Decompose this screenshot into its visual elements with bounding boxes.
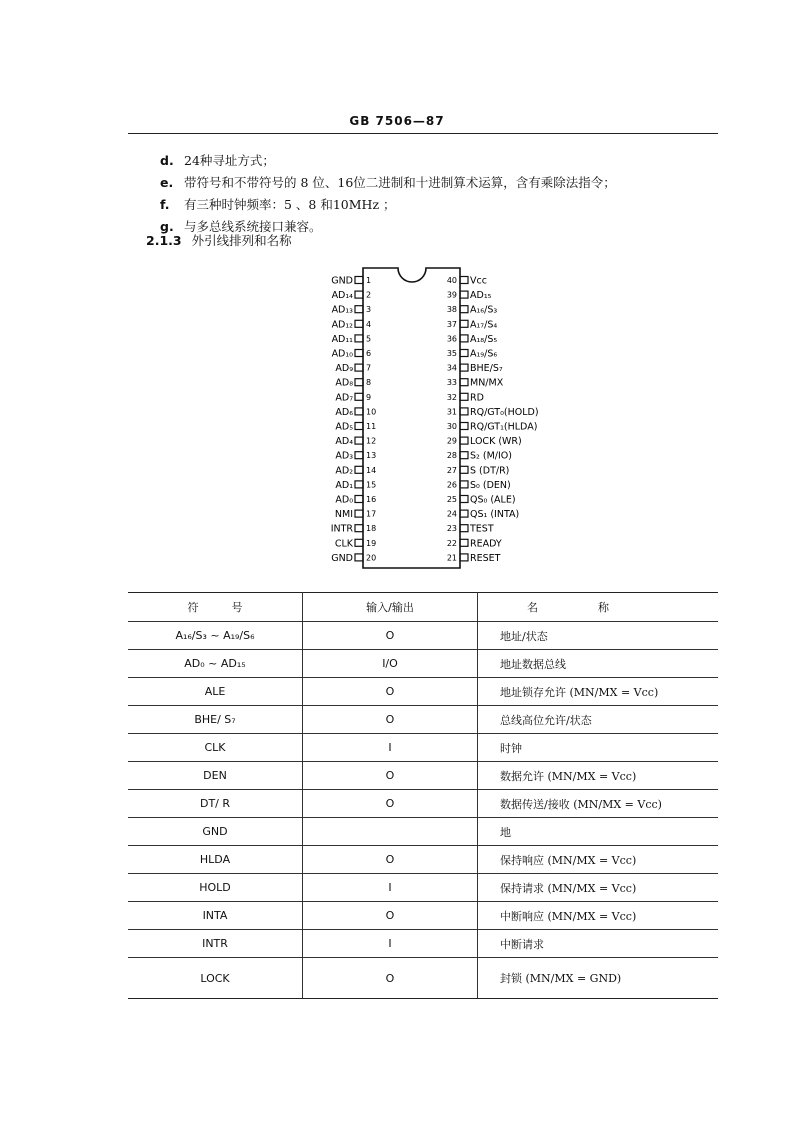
cell-io: I [303,930,478,958]
chip-outline [363,268,460,568]
pin-box [460,423,468,430]
list-marker: d. [160,153,174,168]
pin-label: BHE/S₇ [470,363,503,375]
pin-label: CLK [334,538,353,550]
pin-number: 21 [446,553,457,563]
pin-label: RQ/GT₀(HOLD) [470,406,539,418]
cell-symbol: BHE/ S₇ [128,706,303,734]
pin-label: AD₁ [335,479,353,491]
cell-io: O [303,902,478,930]
cell-io: O [303,846,478,874]
table-row [128,734,718,762]
header-io: 输入/输出 [303,593,478,622]
pin-number: 35 [446,349,457,358]
pin-number: 16 [366,495,377,504]
pin-label: AD₄ [335,436,353,448]
pin-number: 24 [446,509,457,519]
pin-box [460,364,468,371]
cell-io: O [303,706,478,734]
table-row [128,874,718,902]
pin-number: 38 [446,305,457,315]
pin-number: 25 [446,495,457,504]
header-symbol: 符 号 [128,593,303,622]
pin-label: AD₉ [335,363,353,375]
pin-number: 33 [446,378,457,388]
pin-label: QS₀ (ALE) [470,494,516,506]
pin-box [355,320,363,327]
pin-box [460,510,468,517]
table-row [128,818,718,846]
pin-box [460,466,468,473]
pin-number: 39 [446,290,457,300]
cell-symbol: GND [128,818,303,846]
table-row [128,622,718,650]
table-row [128,930,718,958]
pin-label: AD₆ [335,406,353,418]
cell-io: O [303,678,478,706]
pin-number: 2 [366,290,372,300]
pin-box [460,320,468,327]
pin-box [460,437,468,444]
cell-io: O [303,762,478,790]
header-name: 名称 [478,593,719,622]
pin-box [355,466,363,473]
pin-label: READY [470,538,502,550]
pin-label: LOCK (WR) [470,436,522,448]
cell-symbol: INTA [128,902,303,930]
pin-label: AD₁₄ [331,290,353,302]
pin-number: 14 [366,465,377,475]
standard-number: GB 7506—87 [349,114,445,128]
pin-number: 10 [366,407,377,417]
pin-box [460,379,468,386]
pin-label: RD [470,392,484,404]
pin-box [355,350,363,357]
cell-name: 时钟 [478,734,719,762]
cell-symbol: AD₀ ~ AD₁₅ [128,650,303,678]
pin-number: 27 [446,465,457,475]
pin-label: NMI [334,509,353,521]
pin-box [355,452,363,459]
pin-number: 18 [366,524,377,534]
list-text: 24种寻址方式； [184,153,275,168]
pin-label: TEST [470,523,494,535]
cell-symbol: HLDA [128,846,303,874]
list-item [160,150,616,172]
section-heading [146,231,292,249]
cell-name: 保持响应 (MN/MX = Vcc) [478,846,719,874]
table-row [128,958,718,999]
pin-box [460,481,468,488]
pin-box [460,554,468,561]
pin-number: 20 [366,553,377,563]
cell-name: 数据允许 (MN/MX = Vcc) [478,762,719,790]
cell-symbol: INTR [128,930,303,958]
pinout-diagram [300,262,580,574]
table-row [128,706,718,734]
pin-label: AD₁₂ [331,319,353,331]
cell-symbol: DT/ R [128,790,303,818]
header-rule [128,133,718,134]
list-marker: e. [160,175,174,190]
feature-list [160,150,616,238]
pin-number: 34 [446,363,457,373]
pin-number: 15 [366,480,377,490]
pin-label: S₂ (M/IO) [470,450,512,462]
pin-box [355,364,363,371]
pin-number: 19 [366,538,377,548]
pin-label: AD₈ [335,377,353,389]
pin-label: AD₅ [335,421,353,433]
cell-io: I/O [303,650,478,678]
pin-box [460,393,468,400]
cell-io: O [303,790,478,818]
pin-box [355,379,363,386]
pin-box [355,437,363,444]
section-title: 外引线排列和名称 [191,233,292,248]
pin-box [355,306,363,313]
table-row [128,902,718,930]
table-row [128,790,718,818]
section-number: 2.1.3 [146,233,182,248]
pin-box [355,496,363,503]
pin-label: A₁₆/S₃ [470,304,498,316]
pin-box [355,554,363,561]
list-text: 与多总线系统接口兼容。 [184,219,322,234]
pin-label: Vcc [470,275,487,287]
pin-number: 9 [366,392,372,402]
pin-box [355,510,363,517]
cell-io: I [303,874,478,902]
pin-number: 36 [446,334,457,344]
pin-label: RESET [470,552,501,564]
pin-number: 26 [446,480,457,490]
pin-label: INTR [330,523,353,535]
pin-box [355,291,363,298]
pin-number: 3 [366,305,372,315]
pin-number: 1 [366,276,372,285]
cell-symbol: LOCK [128,958,303,999]
pin-number: 30 [446,422,457,431]
pin-label: AD₂ [335,465,353,477]
pin-box [355,335,363,342]
pin-box [460,335,468,342]
pin-box [355,539,363,546]
pin-number: 8 [366,378,372,388]
pin-number: 23 [446,524,457,534]
list-text: 带符号和不带符号的 8 位、16位二进制和十进制算术运算，含有乘除法指令； [184,175,616,190]
pin-label: AD₇ [335,392,353,404]
cell-io: O [303,958,478,999]
pin-number: 7 [366,363,372,373]
pin-label: AD₃ [335,450,353,462]
pin-number: 17 [366,509,377,519]
pin-label: AD₀ [335,494,353,506]
pin-box [355,525,363,532]
cell-name: 地 [478,818,719,846]
pin-label: S₀ (DEN) [470,479,511,491]
table-row [128,650,718,678]
pin-box [460,291,468,298]
cell-name: 地址锁存允许 (MN/MX = Vcc) [478,678,719,706]
pin-box [460,306,468,313]
pin-label: A₁₈/S₅ [470,333,498,345]
list-text: 有三种时钟频率：5 、8 和10MHz ； [184,197,396,212]
cell-name: 地址数据总线 [478,650,719,678]
pin-label: GND [331,275,353,287]
cell-symbol: DEN [128,762,303,790]
list-item [160,194,616,216]
pin-box [460,452,468,459]
pin-number: 37 [446,319,457,329]
pin-number: 4 [366,319,372,329]
cell-io: O [303,622,478,650]
pin-label: S (DT/R) [470,465,510,477]
chip-body [363,268,460,568]
pin-box [355,423,363,430]
page-header [0,114,794,128]
list-marker: f. [160,197,170,212]
list-item [160,172,616,194]
cell-io [303,818,478,846]
pin-box [355,277,363,284]
pin-box [460,408,468,415]
pin-number: 29 [446,436,457,446]
pin-box [460,496,468,503]
signal-table [128,592,718,999]
cell-io: I [303,734,478,762]
pin-box [460,350,468,357]
pin-label: MN/MX [470,377,504,389]
cell-name: 中断请求 [478,930,719,958]
cell-symbol: A₁₆/S₃ ~ A₁₉/S₆ [128,622,303,650]
table-header-row [128,593,718,622]
pin-label: AD₁₁ [331,333,353,345]
cell-name: 总线高位允许/状态 [478,706,719,734]
pin-label: AD₁₃ [331,304,353,316]
pin-box [355,393,363,400]
pin-number: 11 [366,422,377,431]
pin-box [460,525,468,532]
cell-name: 中断响应 (MN/MX = Vcc) [478,902,719,930]
cell-symbol: ALE [128,678,303,706]
pin-box [460,277,468,284]
pin-label: A₁₉/S₆ [470,348,498,360]
cell-name: 保持请求 (MN/MX = Vcc) [478,874,719,902]
cell-symbol: CLK [128,734,303,762]
cell-name: 封锁 (MN/MX = GND) [478,958,719,999]
cell-name: 数据传送/接收 (MN/MX = Vcc) [478,790,719,818]
pin-number: 28 [446,451,457,461]
pin-label: GND [331,552,353,564]
left-pins [331,276,377,564]
pin-label: AD₁₅ [470,290,492,302]
pin-box [460,539,468,546]
list-marker: g. [160,219,174,234]
pin-number: 31 [446,407,457,417]
pin-label: A₁₇/S₄ [470,319,498,331]
pin-label: AD₁₀ [331,348,353,360]
pin-number: 13 [366,451,377,461]
pin-box [355,408,363,415]
pin-number: 32 [446,392,457,402]
table-row [128,846,718,874]
pin-number: 12 [366,436,377,446]
pin-number: 5 [366,334,372,344]
table-row [128,678,718,706]
table-row [128,762,718,790]
pin-number: 6 [366,349,372,358]
pin-box [355,481,363,488]
pin-number: 22 [446,538,457,548]
pin-label: QS₁ (INTA) [470,509,520,521]
pin-label: RQ/GT₁(HLDA) [470,421,538,433]
cell-symbol: HOLD [128,874,303,902]
cell-name: 地址/状态 [478,622,719,650]
pin-number: 40 [446,276,457,285]
